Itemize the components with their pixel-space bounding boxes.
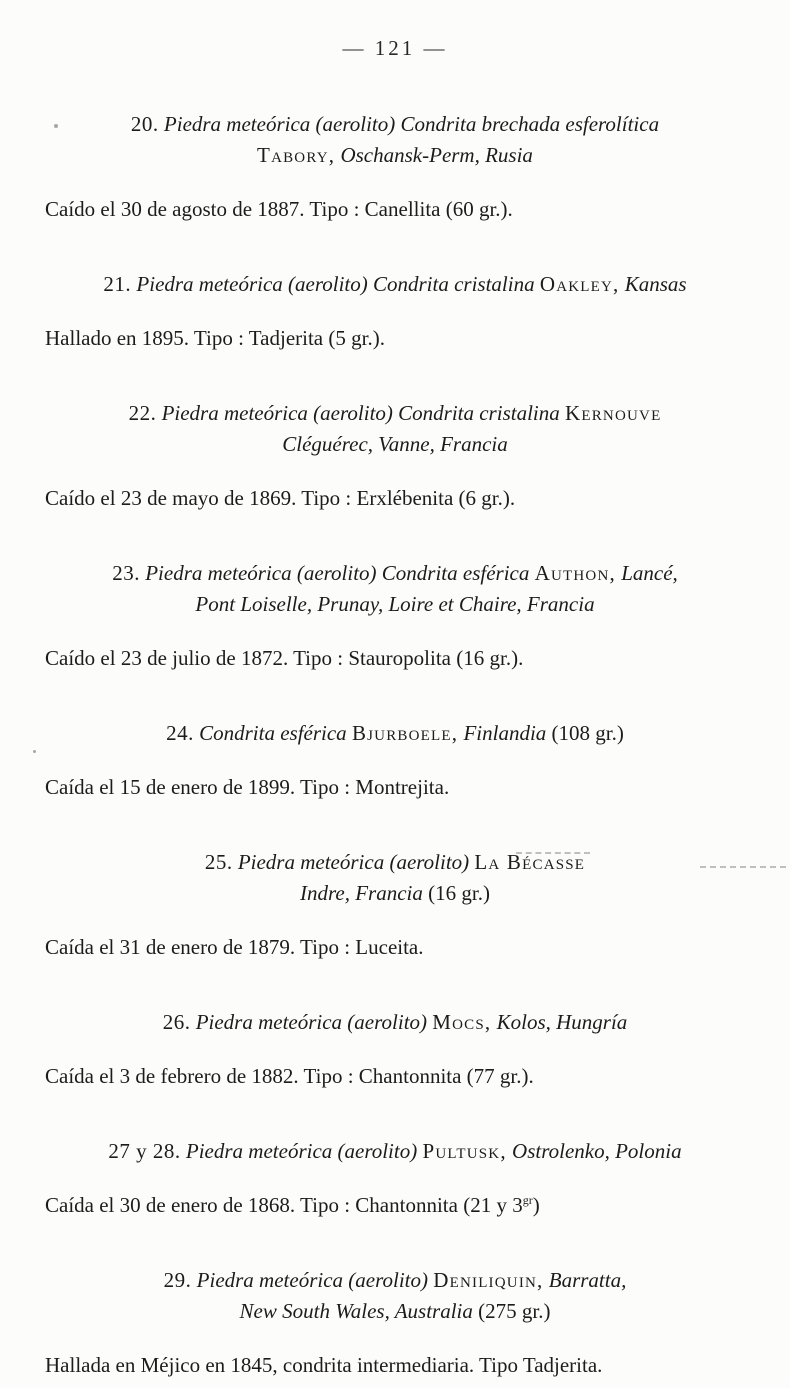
entry-descriptor: Piedra meteórica (aerolito) Condrita cristalina [136,272,535,296]
entry-location: Cléguérec, Vanne, Francia [282,432,508,456]
heading-line [14,589,776,620]
entry-descriptor: Piedra meteórica (aerolito) Condrita cristalina [161,401,560,425]
meteorite-name: Deniliquin, [433,1268,544,1292]
entry-detail: Caído el 23 de mayo de 1869. Tipo : Erxlébenita (6 gr.). [45,486,516,510]
entry-location: Kolos, Hungría [496,1010,628,1034]
heading-line [14,269,776,300]
entry-21 [0,269,790,350]
entry-location: Barratta, [548,1268,627,1292]
entry-weight: (16 gr.) [428,881,490,905]
entry-number: 29. [163,1268,192,1292]
heading-line [14,1265,776,1296]
entry-heading [0,1136,790,1167]
heading-line [14,1296,776,1327]
heading-line [14,1136,776,1167]
entry-descriptor: Piedra meteórica (aerolito) [195,1010,428,1034]
entry-detail: Caído el 30 de agosto de 1887. Tipo : Canellita (60 gr.). [45,197,513,221]
entry-number: 22. [128,401,157,425]
page-number: — 121 — [342,36,448,60]
entry-descriptor: Piedra meteórica (aerolito) [185,1139,418,1163]
entry-location: Ostrolenko, Polonia [512,1139,682,1163]
meteorite-name: Oakley, [539,272,620,296]
detail-text: ) [532,1193,540,1217]
heading-line [14,109,776,140]
entry-location: New South Wales, Australia [239,1299,473,1323]
entry-descriptor: Piedra meteórica (aerolito) Condrita brechada esferolítica [163,112,660,136]
entry-heading [0,558,790,620]
entry-number: 24. [166,721,194,745]
entry-descriptor: Piedra meteórica (aerolito) Condrita esférica [145,561,530,585]
entry-number: 20. [130,112,159,136]
entry-detail: Hallado en 1895. Tipo : Tadjerita (5 gr.). [45,326,385,350]
entry-location: Oschansk-Perm, Rusia [340,143,533,167]
entry-weight: (275 gr.) [478,1299,551,1323]
entry-weight: (108 gr.) [551,721,624,745]
meteorite-name: Authon, [534,561,616,585]
heading-line [14,558,776,589]
entry-25 [0,847,790,959]
entry-detail [45,1193,762,1217]
meteorite-name: Bjurboele, [351,721,459,745]
detail-text: Caída el 30 de enero de 1868. Tipo : Chantonnita (21 y 3 [45,1193,523,1217]
meteorite-name: Mocs, [432,1010,492,1034]
entry-22 [0,398,790,510]
entry-detail: Caído el 23 de julio de 1872. Tipo : Stauropolita (16 gr.). [45,646,524,670]
entry-heading [0,398,790,460]
entry-location: Kansas [624,272,687,296]
meteorite-name: Pultusk, [422,1139,507,1163]
entry-20 [0,109,790,221]
heading-line [14,718,776,749]
entry-29 [0,1265,790,1377]
entry-detail: Caída el 3 de febrero de 1882. Tipo : Chantonnita (77 gr.). [45,1064,534,1088]
heading-line [14,429,776,460]
entry-location: Indre, Francia [300,881,423,905]
heading-line [14,847,776,878]
entry-detail: Caída el 15 de enero de 1899. Tipo : Montrejita. [45,775,450,799]
entry-detail: Caída el 31 de enero de 1879. Tipo : Luceita. [45,935,424,959]
meteorite-name: Tabory, [257,143,336,167]
entry-heading [0,1007,790,1038]
entry-descriptor: Piedra meteórica (aerolito) [237,850,470,874]
entry-heading [0,109,790,171]
entry-number: 26. [162,1010,191,1034]
entry-23 [0,558,790,670]
entry-number: 25. [204,850,233,874]
meteorite-name: La Bécasse [474,850,586,874]
entry-24 [0,718,790,799]
entry-location: Finlandia [463,721,547,745]
entry-number: 23. [112,561,140,585]
entry-heading [0,1265,790,1327]
heading-line [14,398,776,429]
meteorite-name: Kernouve [565,401,662,425]
entry-location: Pont Loiselle, Prunay, Loire et Chaire, Francia [195,592,595,616]
heading-line [14,878,776,909]
entry-heading [0,847,790,909]
entry-heading [0,718,790,749]
heading-line [14,1007,776,1038]
entry-detail: Hallada en Méjico en 1845, condrita intermediaria. Tipo Tadjerita. [45,1353,603,1377]
entry-27-28 [0,1136,790,1217]
entry-location: Lancé, [621,561,678,585]
entry-number: 27 y 28. [108,1139,181,1163]
entry-number: 21. [103,272,132,296]
entry-descriptor: Condrita esférica [199,721,347,745]
entry-26 [0,1007,790,1088]
entry-descriptor: Piedra meteórica (aerolito) [196,1268,428,1292]
heading-line [14,140,776,171]
superscript-gr: gr [522,1193,533,1207]
entry-heading [0,269,790,300]
